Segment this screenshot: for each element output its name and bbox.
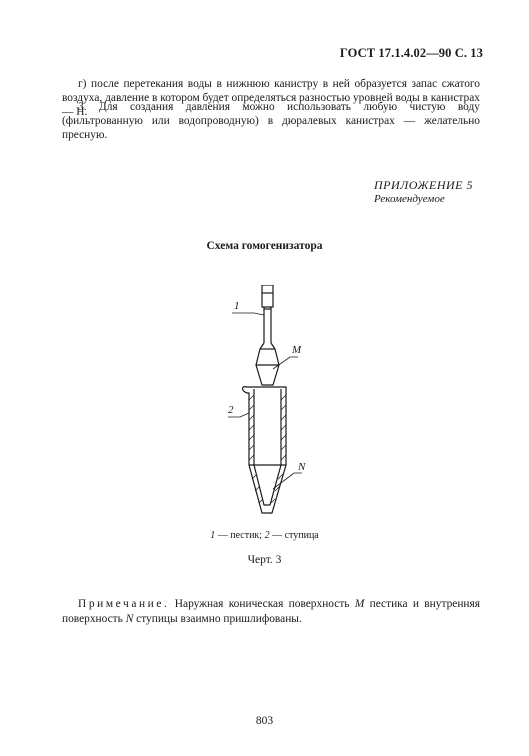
leader-m bbox=[273, 357, 298, 369]
caption-item2-num: 2 bbox=[264, 530, 270, 541]
note-text-b: пестика и внутренняя поверхность bbox=[62, 598, 481, 625]
figure-title: Схема гомогенизатора bbox=[206, 240, 323, 252]
page-header: ГОСТ 17.1.4.02—90 С. 13 bbox=[339, 46, 483, 60]
paragraph-compressed-air: г) после перетекания воды в нижнюю канистру в ней образуется запас сжатого воздуха, давление в котором будет определяться разностью уровней воды в канистрах — Н. bbox=[62, 78, 480, 118]
label-1: 1 bbox=[234, 300, 240, 312]
paragraph-water-source: 3. Для создания давления можно использовать любую чистую воду (фильтрованную или водопроводную) в дюралевых канистрах — желательно пресную. bbox=[62, 101, 480, 141]
note-paragraph bbox=[62, 597, 480, 627]
caption-item1-num: 1 bbox=[210, 530, 216, 541]
note-m: M bbox=[354, 598, 365, 610]
leader-n bbox=[273, 473, 302, 489]
caption-item1-text: — пестик; bbox=[215, 530, 265, 541]
appendix-subtitle: Рекомендуемое bbox=[374, 193, 445, 205]
page-number: 803 bbox=[255, 715, 274, 727]
homogenizer-diagram bbox=[210, 285, 320, 525]
figure-caption bbox=[0, 530, 529, 541]
note-text-a: Наружная коническая поверхность bbox=[169, 598, 355, 610]
note-n: N bbox=[125, 613, 134, 625]
note-text-c: ступицы взаимно пришлифованы. bbox=[133, 613, 302, 625]
appendix-block bbox=[374, 178, 473, 205]
appendix-title: ПРИЛОЖЕНИЕ 5 bbox=[374, 178, 473, 192]
pestle-handle bbox=[262, 285, 273, 307]
leader-1 bbox=[232, 313, 264, 315]
note-label: Примечание. bbox=[78, 598, 170, 610]
caption-item2-text: — ступица bbox=[269, 530, 319, 541]
label-m: M bbox=[292, 344, 302, 356]
figure-number: Черт. 3 bbox=[247, 554, 282, 566]
label-2: 2 bbox=[228, 404, 234, 416]
label-n: N bbox=[298, 461, 306, 473]
